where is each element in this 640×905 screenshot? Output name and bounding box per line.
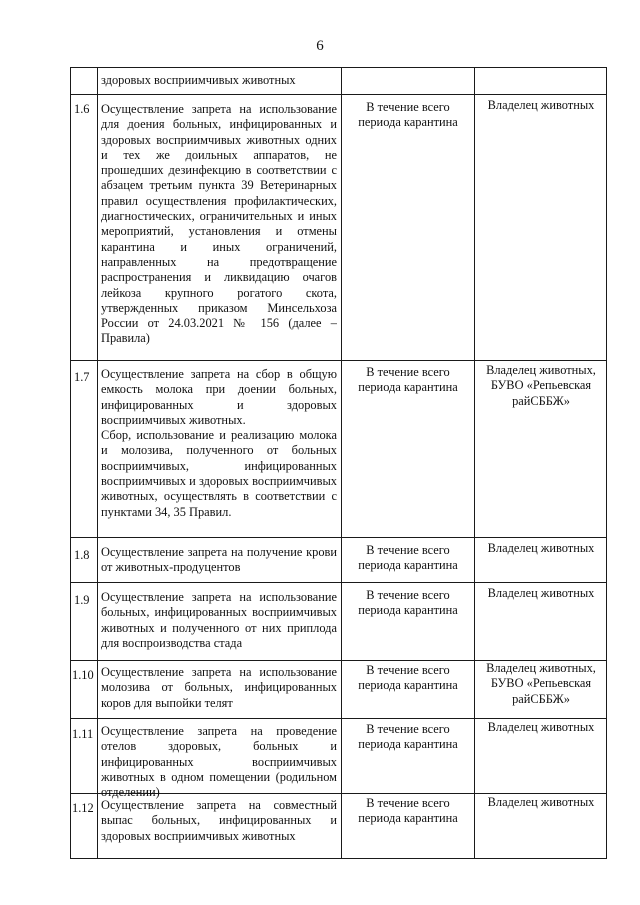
row-description — [101, 367, 337, 520]
row-number: 1.11 — [72, 727, 94, 741]
row-number: 1.8 — [74, 548, 90, 562]
description-paragraph: Осуществление запрета на использование молозива от больных, инфицированных коров для выпойки телят — [101, 665, 337, 710]
row-period: В течение всего периода карантина — [358, 722, 458, 752]
row-number: 1.9 — [74, 593, 90, 607]
row-period: В течение всего периода карантина — [358, 663, 458, 693]
table-border-left — [70, 67, 71, 859]
description-paragraph: Осуществление запрета на использование для доения больных, инфицированных и здоровых восприимчивых животных одних и тех же доильных аппаратов, не прошедших дезинфекцию в соответствии с абзацем третьим пункта 39 Ветеринарных правил осуществления профилактических, диагностических, ограничительных и иных мероприятий, установления и отмены карантина и иных ограничений, направленных на предотвращение распространения и ликвидацию очагов лейкоза крупного рогатого скота, утвержденных приказом Минсельхоза России от 24.03.2021 № 156 (далее – Правила) — [101, 102, 337, 346]
table-border-right — [606, 67, 607, 859]
row-divider — [70, 718, 607, 719]
page-number: 6 — [316, 38, 324, 54]
row-divider — [70, 537, 607, 538]
row-responsible: Владелец животных, БУВО «Репьевская райСББЖ» — [486, 661, 596, 706]
row-responsible: Владелец животных — [487, 586, 595, 600]
row-number: 1.6 — [74, 102, 90, 116]
description-paragraph: Осуществление запрета на получение крови от животных-продуцентов — [101, 545, 337, 575]
table-border-bottom — [70, 858, 607, 859]
row-period: В течение всего периода карантина — [358, 588, 458, 618]
row-description — [101, 724, 337, 800]
continuation-text: здоровых восприимчивых животных — [101, 73, 296, 87]
row-number: 1.7 — [74, 370, 90, 384]
row-responsible: Владелец животных, БУВО «Репьевская райСББЖ» — [486, 363, 596, 408]
row-period: В течение всего периода карантина — [358, 543, 458, 573]
row-period: В течение всего периода карантина — [358, 365, 458, 395]
row-responsible: Владелец животных — [487, 541, 595, 555]
row-number: 1.10 — [72, 668, 94, 682]
description-paragraph: Осуществление запрета на сбор в общую емкость молока при доении больных, инфицированных и здоровых восприимчивых животных. — [101, 367, 337, 427]
row-number: 1.12 — [72, 801, 94, 815]
row-description — [101, 545, 337, 576]
description-paragraph: Осуществление запрета на проведение отелов здоровых, больных и инфицированных восприимчивых животных в одном помещении (родильном отделении) — [101, 724, 337, 800]
row-description — [101, 665, 337, 711]
row-divider — [70, 94, 607, 95]
description-paragraph: Осуществление запрета на совместный выпас больных, инфицированных и здоровых восприимчивых животных — [101, 798, 337, 843]
row-responsible: Владелец животных — [487, 720, 595, 734]
row-divider — [70, 582, 607, 583]
row-period: В течение всего периода карантина — [358, 796, 458, 826]
row-responsible: Владелец животных — [487, 98, 595, 112]
row-description — [101, 102, 337, 347]
row-divider — [70, 67, 607, 68]
description-paragraph: Осуществление запрета на использование больных, инфицированных восприимчивых животных и полученного от них приплода для воспроизводства стада — [101, 590, 337, 650]
column-divider — [474, 67, 475, 859]
row-description — [101, 798, 337, 844]
column-divider — [97, 67, 98, 859]
description-paragraph: Сбор, использование и реализацию молока и молозива, полученного от больных восприимчивых, инфицированных восприимчивых и здоровых восприимчивых животных, осуществлять в соответствии с пунктами 34, 35 Правил. — [101, 428, 337, 519]
row-divider — [70, 360, 607, 361]
row-period: В течение всего периода карантина — [358, 100, 458, 130]
row-responsible: Владелец животных — [487, 795, 595, 809]
column-divider — [341, 67, 342, 859]
row-description — [101, 590, 337, 651]
